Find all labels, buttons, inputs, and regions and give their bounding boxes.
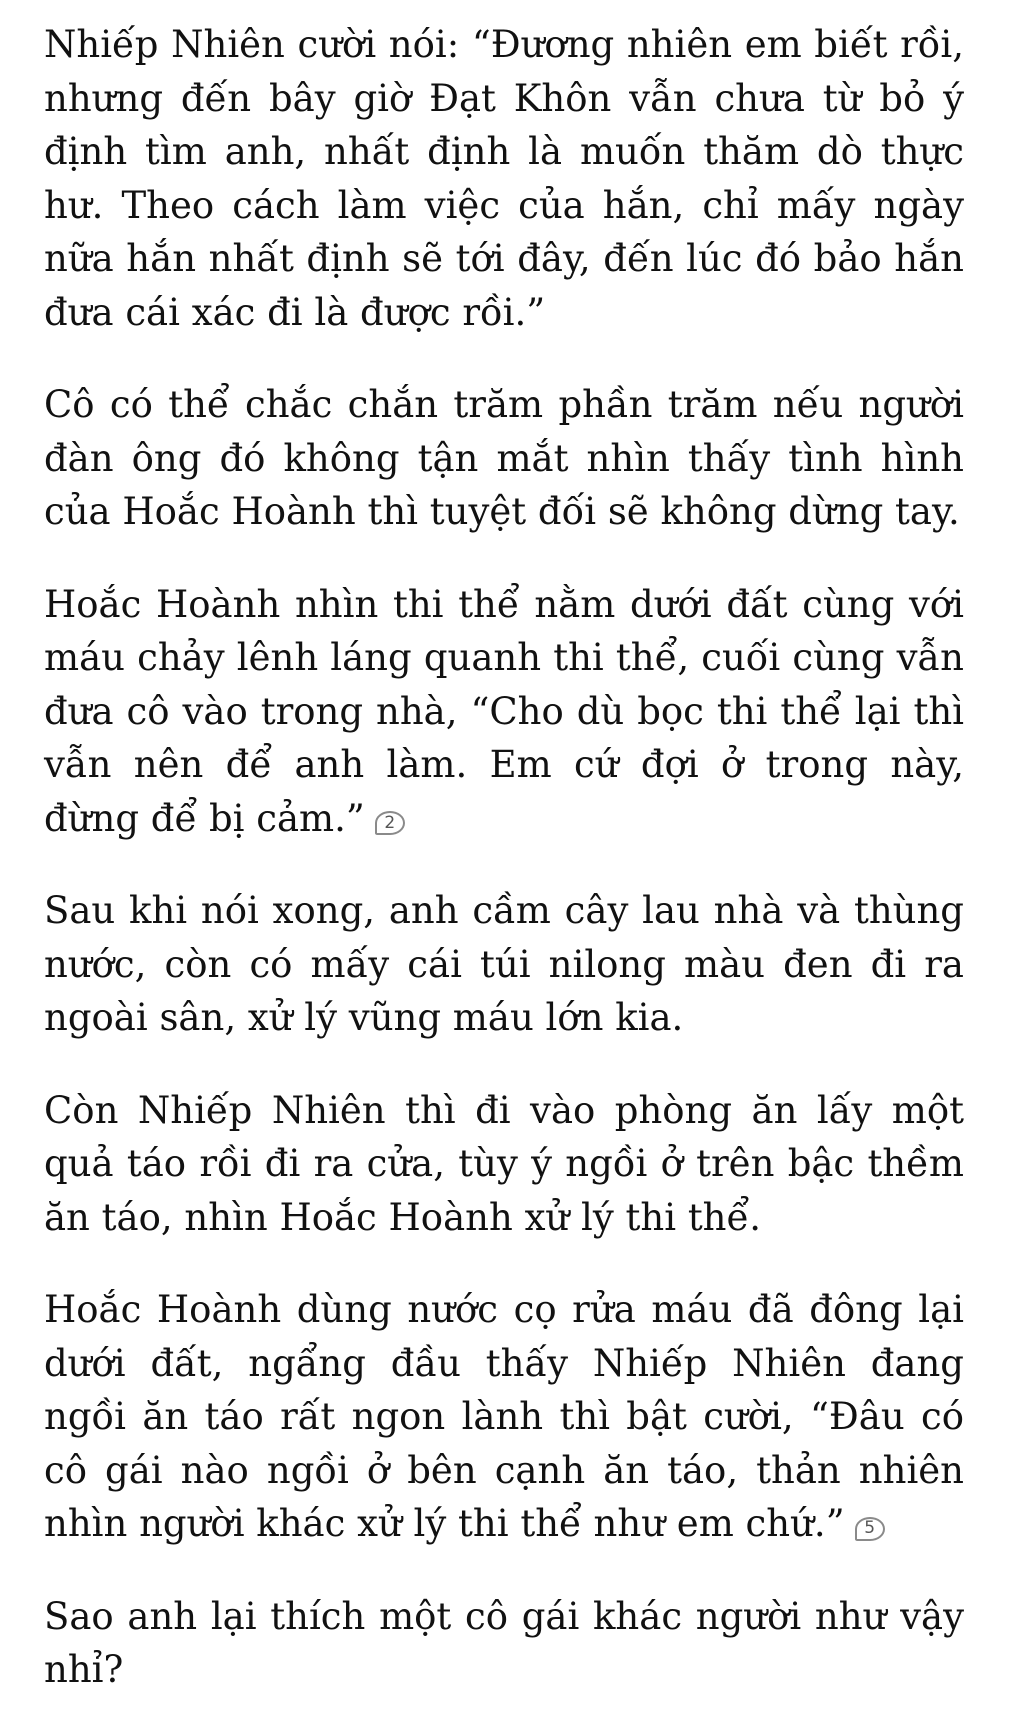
paragraph-4 bbox=[44, 884, 964, 1045]
comment-count: 5 bbox=[864, 1518, 876, 1538]
comment-count-badge[interactable] bbox=[855, 1517, 885, 1541]
paragraph-text: Sau khi nói xong, anh cầm cây lau nhà và thùng nước, còn có mấy cái túi nilong màu đen đi ra ngoài sân, xử lý vũng máu lớn kia. bbox=[44, 889, 964, 1039]
paragraph-text: Sao anh lại thích một cô gái khác người như vậy nhỉ? bbox=[44, 1594, 964, 1691]
paragraph-text: Còn Nhiếp Nhiên thì đi vào phòng ăn lấy một quả táo rồi đi ra cửa, tùy ý ngồi ở trên bậc thềm ăn táo, nhìn Hoắc Hoành xử lý thi thể. bbox=[44, 1088, 964, 1239]
paragraph-text: Hoắc Hoành dùng nước cọ rửa máu đã đông lại dưới đất, ngẩng đầu thấy Nhiếp Nhiên đang ngồi ăn táo rất ngon lành thì bật cười, “Đâu có cô gái nào ngồi ở bên cạnh ăn táo, thản nhiên nhìn người khác xử lý thi thể như em chứ.” bbox=[44, 1288, 964, 1545]
paragraph-text: Cô có thể chắc chắn trăm phần trăm nếu người đàn ông đó không tận mắt nhìn thấy tình hình của Hoắc Hoành thì tuyệt đối sẽ không dừng tay. bbox=[44, 383, 964, 533]
reading-pane bbox=[44, 18, 964, 1736]
paragraph-1 bbox=[44, 18, 964, 339]
paragraph-text: Hoắc Hoành nhìn thi thể nằm dưới đất cùng với máu chảy lênh láng quanh thi thể, cuối cùng vẫn đưa cô vào trong nhà, “Cho dù bọc thi thể lại thì vẫn nên để anh làm. Em cứ đợi ở trong này, đừng để bị cảm.” bbox=[44, 582, 964, 840]
paragraph-7 bbox=[44, 1590, 964, 1697]
paragraph-2 bbox=[44, 378, 964, 539]
comment-count-badge[interactable] bbox=[375, 811, 405, 835]
paragraph-text: Nhiếp Nhiên cười nói: “Đương nhiên em biết rồi, nhưng đến bây giờ Đạt Khôn vẫn chưa từ bỏ ý định tìm anh, nhất định là muốn thăm dò thực hư. Theo cách làm việc của hắn, chỉ mấy ngày nữa hắn nhất định sẽ tới đây, đến lúc đó bảo hắn đưa cái xác đi là được rồi.” bbox=[44, 23, 964, 334]
paragraph-5 bbox=[44, 1084, 964, 1245]
comment-count: 2 bbox=[384, 812, 396, 833]
paragraph-3 bbox=[44, 578, 964, 846]
paragraph-6 bbox=[44, 1283, 964, 1551]
